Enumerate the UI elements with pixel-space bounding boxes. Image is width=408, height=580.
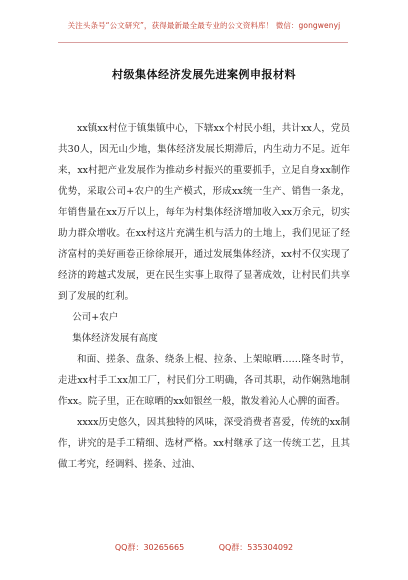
footer-qq-group-2: QQ群：535304092 bbox=[218, 543, 294, 552]
section-heading: 集体经济发展有高度 bbox=[72, 333, 158, 344]
footer bbox=[0, 542, 408, 553]
section-label-company-farmers: 公司+农户 bbox=[72, 312, 119, 323]
paragraph-production: 和面、搓条、盘条、绕条上棍、拉条、上架晾晒……隆冬时节，走进xx村手工xx加工厂，村民们分工明确，各司其职，动作娴熟地制作xx。院子里，正在晾晒的xx如银丝一般，散发着沁人心脾的面香。 bbox=[58, 354, 350, 407]
paragraph-history: xxxx历史悠久，因其独特的风味，深受消费者喜爱，传统的xx制作，讲究的是手工精细、选材严格。xx村继承了这一传统工艺，且其做工考究，经调料、搓条、过油、 bbox=[58, 417, 350, 470]
footer-qq-group-1: QQ群：30265665 bbox=[114, 543, 185, 552]
paragraph-intro: xx镇xx村位于镇集镇中心，下辖xx个村民小组，共计xx人，党员共30人，因无山少地，集体经济发展长期滞后，内生动力不足。近年来，xx村把产业发展作为推动乡村振兴的重要抓手，立足自身xx制作优势，采取公司+农户的生产模式，形成xx统一生产、销售一条龙，年销售量在xx万斤以上，每年为村集体经济增加收入xx万余元，切实助力群众增收。在xx村这片充满生机与活力的土地上，我们见证了经济富村的美好画卷正徐徐展开，通过发展集体经济，xx村不仅实现了经济的跨越式发展，更在民生实事上取得了显著成效，让村民们共享到了发展的红利。 bbox=[58, 123, 350, 302]
document-title: 村级集体经济发展先进案例申报材料 bbox=[112, 68, 296, 81]
header-promo-text: 关注头条号“公文研究”，获得最新最全最专业的公文资料库！ 微信：gongwenyj bbox=[67, 21, 341, 30]
document-body bbox=[58, 118, 350, 475]
header-divider bbox=[58, 42, 348, 43]
